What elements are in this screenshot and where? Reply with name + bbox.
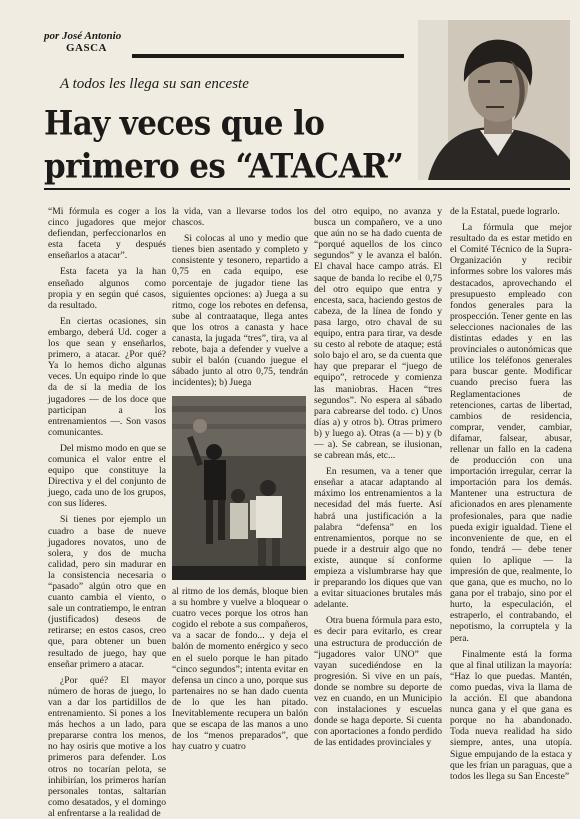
man-portrait-photo xyxy=(418,20,570,180)
text-column-4 xyxy=(450,206,572,796)
paragraph: Del mismo modo en que se comunica el valor entre el equipo que constituye la Directiva y el del conjunto de juego, cada uno de los grupos, con sus líderes. xyxy=(48,442,166,510)
text-column-1 xyxy=(48,206,167,819)
headline-line-2: primero es “ATACAR” xyxy=(44,147,404,187)
byline-prefix: por José Antonio xyxy=(44,30,122,42)
top-rule xyxy=(132,54,404,58)
paragraph: Otra buena fórmula para esto, es decir para evitarlo, es crear una estructura de producción de “jugadores valor UNO” que vayan sucediéndose en la progresión. Si vive en un país, donde se nombre su deporte de vez en cuando, en un Municipio con instalaciones y escuelas donde se haga deporte. Si cuenta con aportaciones a fondo perdido de las entidades provinciales y xyxy=(314,615,442,749)
text-column-2-bottom xyxy=(172,586,308,798)
paragraph: Finalmente está la forma que al final utilizan la mayoría: “Haz lo que puedas. Mantén, como puedas, viva la llama de la acción. El que abandona nunca gana y el que gana es porque no ha abandonado. Toda nueva realidad ha sido siempre, antes, una utopía. Sigue empujando de la estaca y que les frían un paraguas, que a todos les llega su San Enceste” xyxy=(450,648,572,782)
paragraph: ¿Por qué? El mayor número de horas de juego, lo van a dar los partidillos de entrenamiento. Si pones a los más hechos a un lado, para prepararse contra los menos, no hay osiris que motive a los primeros para defender. Los otros no tocarían pelota, se inhibirían, los primeros harían personales tontas, saltarían como desatados, y el domingo al enfrentarse a la realidad de xyxy=(48,674,166,819)
basketball-players-photo xyxy=(172,396,306,580)
byline-surname: GASCA xyxy=(66,42,108,54)
paragraph: al ritmo de los demás, bloque bien a su hombre y vuelve a bloquear o cuatro veces porque los otros han cogido el rebote a sus compañeros, va a sacar de fondo... y deja el balón de momento enérgico y seco en el suelo porque le han pitado “cinco segundos”; intenta evitar en defensa un cinco a uno, porque sus partenaires no se han dado cuenta de lo que les han pitado. Inevitablemente recupera un balón que se escapa de las manos a uno de los “menos preparados”, que hay cuatro y cuatro xyxy=(172,586,308,753)
header-bottom-rule xyxy=(44,188,570,190)
paragraph: En ciertas ocasiones, sin embargo, deberá Ud. coger a los que sean y enseñarlos, primero, a atacar. ¿Por qué? Ya lo hemos dicho algunas veces. Un equipo rinde lo que da de sí la media de los jugadores — de los doce que participan a los entrenamientos —. Son vasos comunicantes. xyxy=(48,315,166,438)
paragraph: Si tienes por ejemplo un cuadro a base de nueve jugadores novatos, uno de solera, y dos de mucha calidad, pero sin madurar en la consistencia necesaria o “pasado” algún otro que en cuanto cambia el viento, o sale un contratiempo, le entran (justificados) deseos de retirarse; en estos casos, creo que, para obtener un buen resultado de juego, hay que enseñar primero a atacar. xyxy=(48,514,167,670)
paragraph: del otro equipo, no avanza y busca un compañero, ve a uno que aún no se ha dado cuenta de “porqué aquellos de los cinco segundos” y le avanza el balón. El chaval hace campo atrás. El saque de banda lo recibe el 0,75 del otro equipo que entra y encesta, saca, haciendo gestos de cabeza, de la línea de fondo y pasa largo, otro chaval de su equipo, entra para tirar, va desde su cesto al rebote de ataque; está solo bajo el aro, se da cuenta que hay que preparar el “juego de equipo”, retrocede y comienza las maniobras. Hacen “tres segundos”. No espera al sábado para cabrearse del todo. c) Unos días a) y otros b). Otras primero b) y luego a). Otras (a — b) y (b — a). Se cabrean, se ilusionan, se cabrean más, etc... xyxy=(314,206,442,462)
portrait-icon xyxy=(418,20,570,180)
paragraph: la vida, van a llevarse todos los chascos. xyxy=(172,206,308,229)
paragraph: Si colocas al uno y medio que tienes bien asentado y completo y consistente y tesonero, repartido a 0,75 en cada equipo, ese porcentaje de jugador tiene las siguientes opciones: a) Juega a su ritmo, coge los rebotes en defensa, sube al contraataque, llega antes que los otros a canasta y hace canasta, la jugada “tres”, tira, va al rebote, baja a defender y vuelve a subir el balón (cuando juegue el sábado junto al otro 0,75, tendrán incidentes); b) Juega xyxy=(172,233,308,389)
basketball-icon xyxy=(172,396,306,580)
kicker: A todos les llega su san enceste xyxy=(60,76,249,92)
byline xyxy=(44,30,204,54)
paragraph: La fórmula que mejor resultado da es estar metido en el Comité Técnico de la Supra-Organización y recibir informes sobre los valores más destacados, aprovechando el presupuesto empleado con fondos generales para la prospección. Tener gente en las selecciones nacionales de las distintas edades y en las provinciales o autonómicas que utilice los teléfonos generales para buscar gente. Modificar cuando preciso fuera las Reglamentaciones de retenciones, cartas de libertad, cambios de residencia, comprar, vender, cambiar, difamar, falsear, abusar, rellenar un fallo en la cadena de producción con una importación irregular, cerrar la importación para los demás. Mantener una estructura de aficionados en ares plenamente profesionales, para que nadie pueda exigir igualdad. Tiene el inconveniente de que, en el fondo, tendrá — debe tener quien lo aplique — la impresión de que, realmente, lo que gana, que es mucho, no lo gana por el trabajo, sino por el hurto, la especulación, el estraperlo, el contrabando, el nepotismo, la corruptela y la pera. xyxy=(450,222,572,644)
headline xyxy=(44,102,416,188)
paragraph: En resumen, va a tener que enseñar a atacar adaptando al máximo los entrenamientos a la necesidad del más fuerte. Así habrá una justificación a la palabra “defensa” en los entrenamientos, porque no se puede ir a destruir algo que no existe, aunque sí conforme empieza a vislumbrarse hay que ir preparando los diques que van a evitar situaciones brutales más adelante. xyxy=(314,466,442,611)
paragraph: Esta faceta ya la han enseñado algunos como propia y en según qué casos, da resultado. xyxy=(48,266,166,311)
headline-line-1: Hay veces que lo xyxy=(44,104,325,144)
text-column-2-top xyxy=(172,206,308,392)
paragraph: “Mi fórmula es coger a los cinco jugadores que mejor defiendan, perfeccionarlos en esta faceta y después enseñarlos a atacar”. xyxy=(48,206,166,262)
text-column-3 xyxy=(314,206,442,796)
paragraph: de la Estatal, puede lograrlo. xyxy=(450,206,560,217)
